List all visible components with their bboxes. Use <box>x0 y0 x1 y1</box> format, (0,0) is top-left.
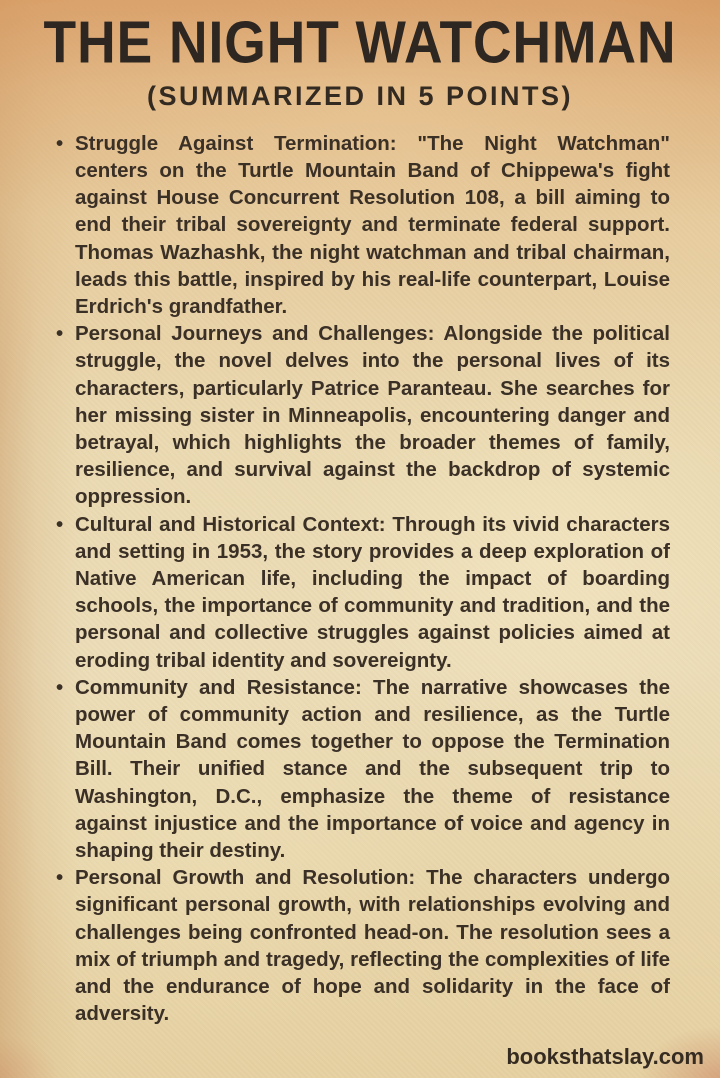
point-label: Community and Resistance: <box>75 675 362 699</box>
summary-points-list <box>0 130 720 1028</box>
bullet-dot-icon: • <box>56 131 64 155</box>
bullet-dot-icon: • <box>56 322 64 346</box>
header <box>0 0 720 112</box>
point-body: "The Night Watchman" centers on the Turtle Mountain Band of Chippewa's fight against House Concurrent Resolution 108, a bill aiming to end their tribal sovereignty and terminate federal support. Thomas Wazhashk, the night watchman and tribal chairman, leads this battle, inspired by his real-life counterpart, Louise Erdrich's grandfather. <box>75 131 670 318</box>
point-label: Personal Journeys and Challenges: <box>75 322 435 346</box>
summary-point-1 <box>56 130 670 320</box>
summary-point-4 <box>56 674 670 864</box>
point-body: The characters undergo significant personal growth, with relationships evolving and challenges being confronted head-on. The resolution sees a mix of triumph and tragedy, reflecting the complexities of life and the endurance of hope and solidarity in the face of adversity. <box>75 866 670 1026</box>
summary-point-2 <box>56 320 670 510</box>
bullet-dot-icon: • <box>56 866 64 890</box>
summary-point-3 <box>56 511 670 674</box>
point-label: Personal Growth and Resolution: <box>75 866 416 890</box>
bullet-dot-icon: • <box>56 675 64 699</box>
point-body: Through its vivid characters and setting in 1953, the story provides a deep exploration of Native American life, including the impact of boarding schools, the importance of community and tradition, and the personal and collective struggles against policies aimed at eroding tribal identity and sovereignty. <box>75 512 670 672</box>
site-watermark: booksthatslay.com <box>506 1044 704 1069</box>
point-body: The narrative showcases the power of community action and resilience, as the Turtle Mountain Band comes together to oppose the Termination Bill. Their unified stance and the subsequent trip to Washington, D.C., emphasize the theme of resistance against injustice and the importance of voice and agency in shaping their destiny. <box>75 675 670 863</box>
point-body: Alongside the political struggle, the novel delves into the personal lives of its characters, particularly Patrice Paranteau. She searches for her missing sister in Minneapolis, encountering danger and betrayal, which highlights the broader themes of family, resilience, and survival against the backdrop of systemic oppression. <box>75 322 670 509</box>
point-label: Cultural and Historical Context: <box>75 512 386 536</box>
point-label: Struggle Against Termination: <box>75 131 397 155</box>
summary-point-5 <box>56 864 670 1027</box>
bullet-dot-icon: • <box>56 512 64 536</box>
page-title: THE NIGHT WATCHMAN <box>43 8 677 76</box>
page-subtitle: (SUMMARIZED IN 5 POINTS) <box>146 80 573 111</box>
